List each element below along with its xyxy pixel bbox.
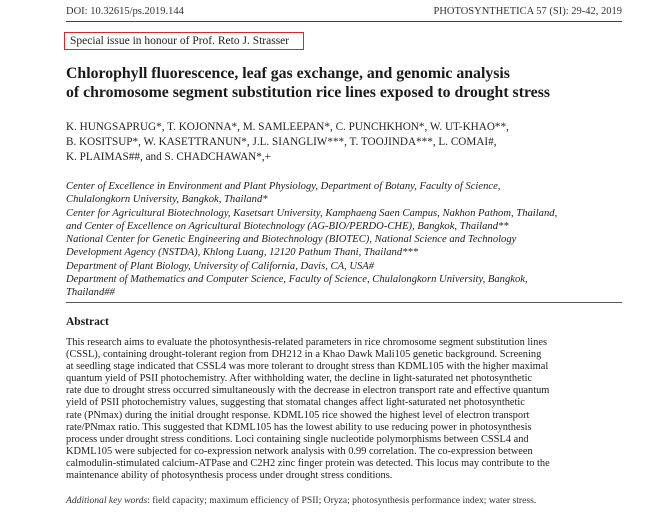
affiliation <box>66 180 626 207</box>
abstract-line: quantum yield of PSII photochemistry. After withholding water, the decline in light-saturated net photosynthetic <box>66 373 533 385</box>
abstract-line: (CSSL), containing drought-tolerant region from DH212 in a Khao Dawk Mali105 genetic background. Screening <box>66 349 542 361</box>
paper-title <box>66 64 626 102</box>
abstract-line: rate due to drought stress occurred simultaneously with the decrease in electron transport rate and effective quantum <box>66 385 550 397</box>
doi-text: DOI: 10.32615/ps.2019.144 <box>66 6 184 17</box>
journal-citation: PHOTOSYNTHETICA 57 (SI): 29-42, 2019 <box>433 6 622 17</box>
affiliation-line: Development Agency (NSTDA), Khlong Luang, 12120 Pathum Thani, Thailand*** <box>66 247 419 259</box>
abstract-line: at seedling stage indicated that CSSL4 was more tolerant to drought stress than KDML105 with the higher maximal <box>66 361 549 373</box>
affiliation <box>66 207 626 234</box>
abstract-line: rate/PNmax ratio. This suggested that KDML105 has the lowest ability to use reducing power in photosynthesis <box>66 421 532 433</box>
affiliation-line: Thailand## <box>66 287 115 299</box>
abstract-line: calmodulin-stimulated calcium-ATPase and C2H2 zinc finger protein was detected. This locus may contribute to the <box>66 457 550 469</box>
affiliation-list <box>66 180 626 300</box>
running-header <box>66 6 622 20</box>
abstract-line: This research aims to evaluate the photosynthesis-related parameters in rice chromosome segment substitution lines <box>66 337 548 348</box>
header-divider <box>66 21 622 22</box>
abstract-body <box>66 337 622 482</box>
title-line: of chromosome segment substitution rice lines exposed to drought stress <box>66 84 550 101</box>
abstract-line: maintenance ability of photosynthesis process under drought stress conditions. <box>66 470 393 482</box>
affiliation-line: Department of Plant Biology, University of California, Davis, CA, USA# <box>66 260 375 272</box>
affiliation <box>66 260 626 273</box>
author-list <box>66 120 626 165</box>
abstract-line: KDML105 were subjected for co-expression network analysis with 0.99 correlation. The co-expression between <box>66 445 533 457</box>
abstract-line: rate (PNmax) during the initial drought response. KDML105 rice showed the highest level of electron transport <box>66 409 530 421</box>
abstract-heading: Abstract <box>66 316 109 328</box>
affiliation-line: Chulalongkorn University, Bangkok, Thailand* <box>66 194 268 206</box>
author-line: K. HUNGSAPRUG*, T. KOJONNA*, M. SAMLEEPAN*, C. PUNCHKHON*, W. UT-KHAO**, <box>66 121 509 133</box>
keywords-text: : field capacity; maximum efficiency of PSII; Oryza; photosynthesis performance index; water stress. <box>147 495 537 506</box>
affiliation-line: and Center of Excellence on Agricultural Biotechnology (AG-BIO/PERDO-CHE), Bangkok, Thailand** <box>66 220 509 232</box>
affiliation-line: National Center for Genetic Engineering and Biotechnology (BIOTEC), National Science and Technology <box>66 234 517 246</box>
author-line: B. KOSITSUP*, W. KASETTRANUN*, J.L. SIANGLIW***, T. TOOJINDA***, L. COMAI#, <box>66 136 497 148</box>
keywords-line <box>66 495 626 507</box>
special-issue-box <box>64 32 304 50</box>
title-line: Chlorophyll fluorescence, leaf gas exchange, and genomic analysis <box>66 65 510 82</box>
abstract-line: process under drought stress conditions. Loci containing single nucleotide polymorphisms between CSSL4 and <box>66 433 529 445</box>
affiliation-line: Center for Agricultural Biotechnology, Kasetsart University, Kamphaeng Saen Campus, Nakhon Pathom, Thailand, <box>66 207 558 219</box>
keywords-label: Additional key words <box>66 495 148 506</box>
abstract-line: yield of PSII photochemistry values, suggesting that stomatal changes affect light-saturated net photosynthetic <box>66 397 525 409</box>
affiliation <box>66 273 626 300</box>
author-line: K. PLAIMAS##, and S. CHADCHAWAN*,+ <box>66 151 271 163</box>
affiliation <box>66 233 626 260</box>
affiliation-line: Department of Mathematics and Computer Science, Faculty of Science, Chulalongkorn University, Bangkok, <box>66 274 528 286</box>
special-issue-text: Special issue in honour of Prof. Reto J. Strasser <box>70 35 290 47</box>
affiliation-line: Center of Excellence in Environment and Plant Physiology, Department of Botany, Faculty of Science, <box>66 181 501 192</box>
section-divider <box>66 302 622 303</box>
